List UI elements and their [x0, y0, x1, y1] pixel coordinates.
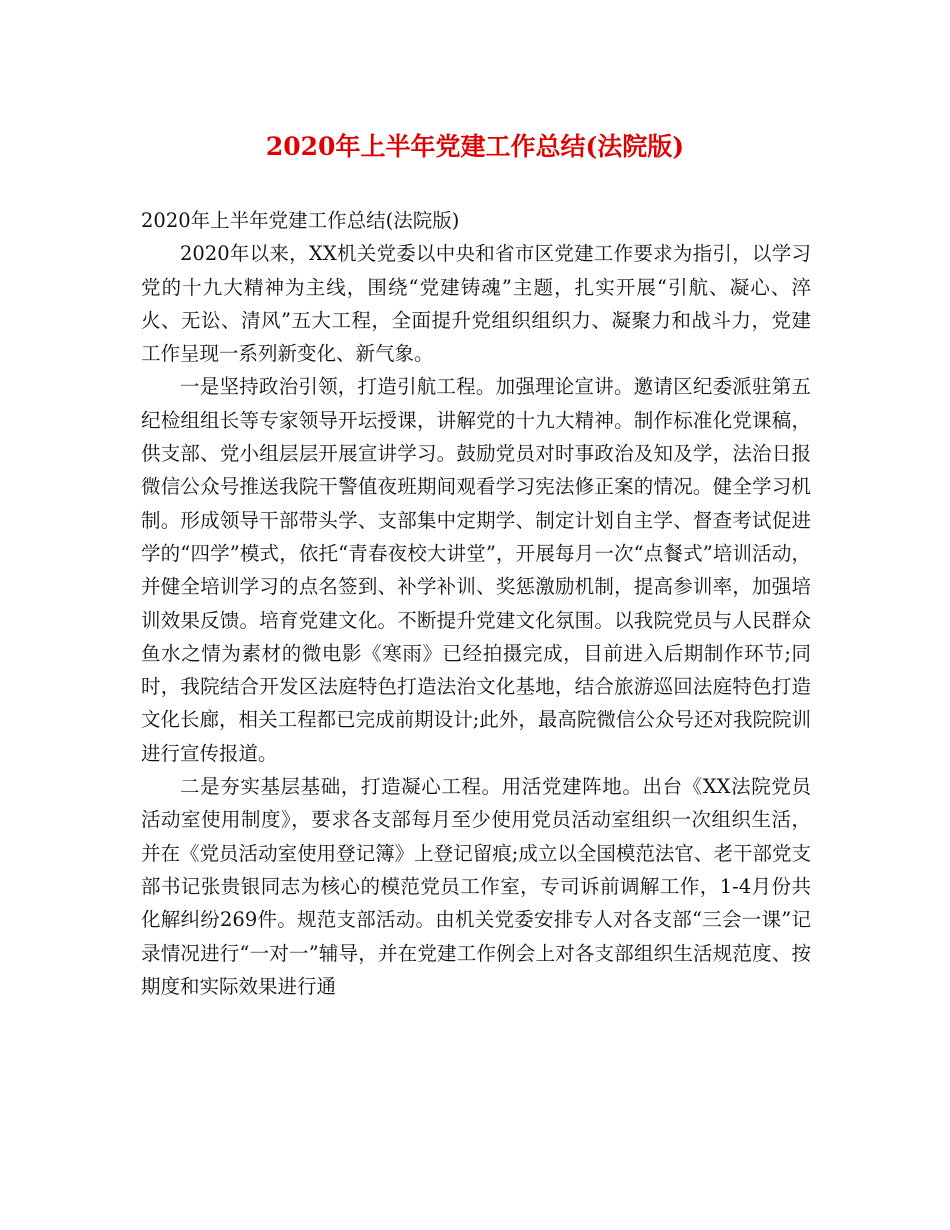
paragraph-guidance-project: 一是坚持政治引领，打造引航工程。加强理论宣讲。邀请区纪委派驻第五纪检组组长等专家领导开坛授课，讲解党的十九大精神。制作标准化党课稿，供支部、党小组层层开展宣讲学习。鼓励党员对时事政治及知及学，法治日报微信公众号推送我院干警值夜班期间观看学习宪法修正案的情况。健全学习机制。形成领导干部带头学、支部集中定期学、制定计划自主学、督查考试促进学的“四学”模式，依托“青春夜校大讲堂”，开展每月一次“点餐式”培训活动，并健全培训学习的点名签到、补学补训、奖惩激励机制，提高参训率，加强培训效果反馈。培育党建文化。不断提升党建文化氛围。以我院党员与人民群众鱼水之情为素材的微电影《寒雨》已经拍摄完成，目前进入后期制作环节;同时，我院结合开发区法庭特色打造法治文化基地，结合旅游巡回法庭特色打造文化长廊，相关工程都已完成前期设计;此外，最高院微信公众号还对我院院训进行宣传报道。 — [141, 375, 811, 765]
document-body — [141, 204, 811, 1003]
paragraph-intro: 2020年以来，XX机关党委以中央和省市区党建工作要求为指引，以学习党的十九大精神为主线，围绕“党建铸魂”主题，扎实开展“引航、凝心、淬火、无讼、清风”五大工程，全面提升党组织组织力、凝聚力和战斗力，党建工作呈现一系列新变化、新气象。 — [141, 242, 811, 366]
document-title: 2020年上半年党建工作总结(法院版) — [265, 132, 685, 161]
paragraph-cohesion-project: 二是夯实基层基础，打造凝心工程。用活党建阵地。出台《XX法院党员活动室使用制度》，要求各支部每月至少使用党员活动室组织一次组织生活，并在《党员活动室使用登记簿》上登记留痕;成立以全国模范法官、老干部党支部书记张贵银同志为核心的模范党员工作室，专司诉前调解工作，1-4月份共化解纠纷269件。规范支部活动。由机关党委安排专人对各支部“三会一课”记录情况进行“一对一”辅导，并在党建工作例会上对各支部组织生活规范度、按期度和实际效果进行通 — [141, 775, 811, 998]
document-subtitle: 2020年上半年党建工作总结(法院版) — [141, 209, 460, 232]
